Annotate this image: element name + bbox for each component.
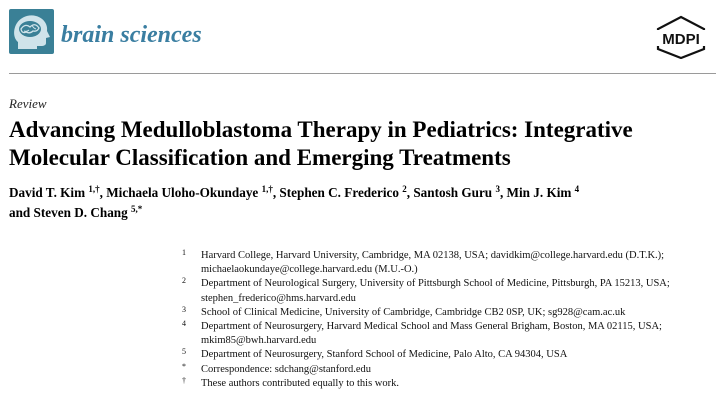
author-affiliation-mark: 3 xyxy=(495,184,500,194)
affiliation-text: Harvard College, Harvard University, Cambridge, MA 02138, USA; davidkim@college.harvard.edu (D.T.K.); michaelaokundaye@college.harvard.edu (M.U.-O.) xyxy=(201,250,665,276)
author xyxy=(106,185,279,200)
affiliation-mark: * xyxy=(182,361,186,371)
journal-name[interactable]: brain sciences xyxy=(61,22,202,48)
author-affiliation-mark: 4 xyxy=(574,184,580,194)
affiliation-mark: 2 xyxy=(182,276,186,286)
author-name: and Steven D. Chang xyxy=(9,205,128,220)
affiliation-mark: † xyxy=(182,375,186,385)
affiliation-text: Department of Neurosurgery, Harvard Medical School and Mass General Brigham, Boston, MA 02115, USA; mkim85@bwh.harvard.edu xyxy=(201,321,662,347)
affiliation-mark: 3 xyxy=(182,304,186,314)
author-separator: , xyxy=(406,185,414,200)
author-name: Santosh Guru xyxy=(413,185,493,200)
mdpi-logo-icon[interactable] xyxy=(650,15,712,59)
header-divider xyxy=(9,73,716,74)
affiliation-item xyxy=(182,277,722,305)
brain-head-logo-icon xyxy=(9,9,54,54)
affiliation-mark: 5 xyxy=(182,347,186,357)
article-type: Review xyxy=(9,96,47,111)
affiliation-item xyxy=(182,306,722,320)
author-list xyxy=(9,183,715,223)
correspondence-text: Correspondence: sdchang@stanford.edu xyxy=(201,363,372,375)
affiliation-mark: 4 xyxy=(182,319,186,329)
article-title: Advancing Medulloblastoma Therapy in Pediatrics: Integrative Molecular Classification and Emerging Treatments xyxy=(9,117,633,170)
affiliation-text: School of Clinical Medicine, University of Cambridge, Cambridge CB2 0SP, UK; sg928@cam.ac.uk xyxy=(201,306,626,318)
author xyxy=(413,185,506,200)
author-name: Min J. Kim xyxy=(506,185,572,200)
affiliation-item xyxy=(182,249,722,277)
author-affiliation-mark: 1,† xyxy=(261,184,273,194)
author-affiliation-mark: 5,* xyxy=(131,204,143,214)
author-name: Stephen C. Frederico xyxy=(279,185,399,200)
affiliation-item xyxy=(182,377,722,391)
affiliation-item xyxy=(182,320,722,348)
author-separator: , xyxy=(99,185,107,200)
author-name: David T. Kim xyxy=(9,185,86,200)
journal-header xyxy=(9,9,715,71)
affiliation-text: Department of Neurological Surgery, University of Pittsburgh School of Medicine, Pittsburgh, PA 15213, USA; stephen_frederico@hms.harvard.edu xyxy=(201,278,670,304)
author-affiliation-mark: 1,† xyxy=(88,184,100,194)
affiliation-list xyxy=(182,249,722,391)
affiliation-mark: 1 xyxy=(182,248,186,257)
equal-contribution-note: These authors contributed equally to this work. xyxy=(201,377,399,389)
affiliation-item xyxy=(182,363,722,377)
author-separator: , xyxy=(499,185,507,200)
publisher-name: MDPI xyxy=(662,31,700,48)
author-separator: , xyxy=(272,185,280,200)
author xyxy=(9,185,106,200)
affiliation-text: Department of Neurosurgery, Stanford School of Medicine, Palo Alto, CA 94304, USA xyxy=(201,349,568,361)
author xyxy=(279,185,413,200)
author xyxy=(507,185,580,200)
author-affiliation-mark: 2 xyxy=(402,184,407,194)
affiliation-item xyxy=(182,348,722,362)
author-name: Michaela Uloho-Okundaye xyxy=(106,185,259,200)
author xyxy=(9,205,142,220)
